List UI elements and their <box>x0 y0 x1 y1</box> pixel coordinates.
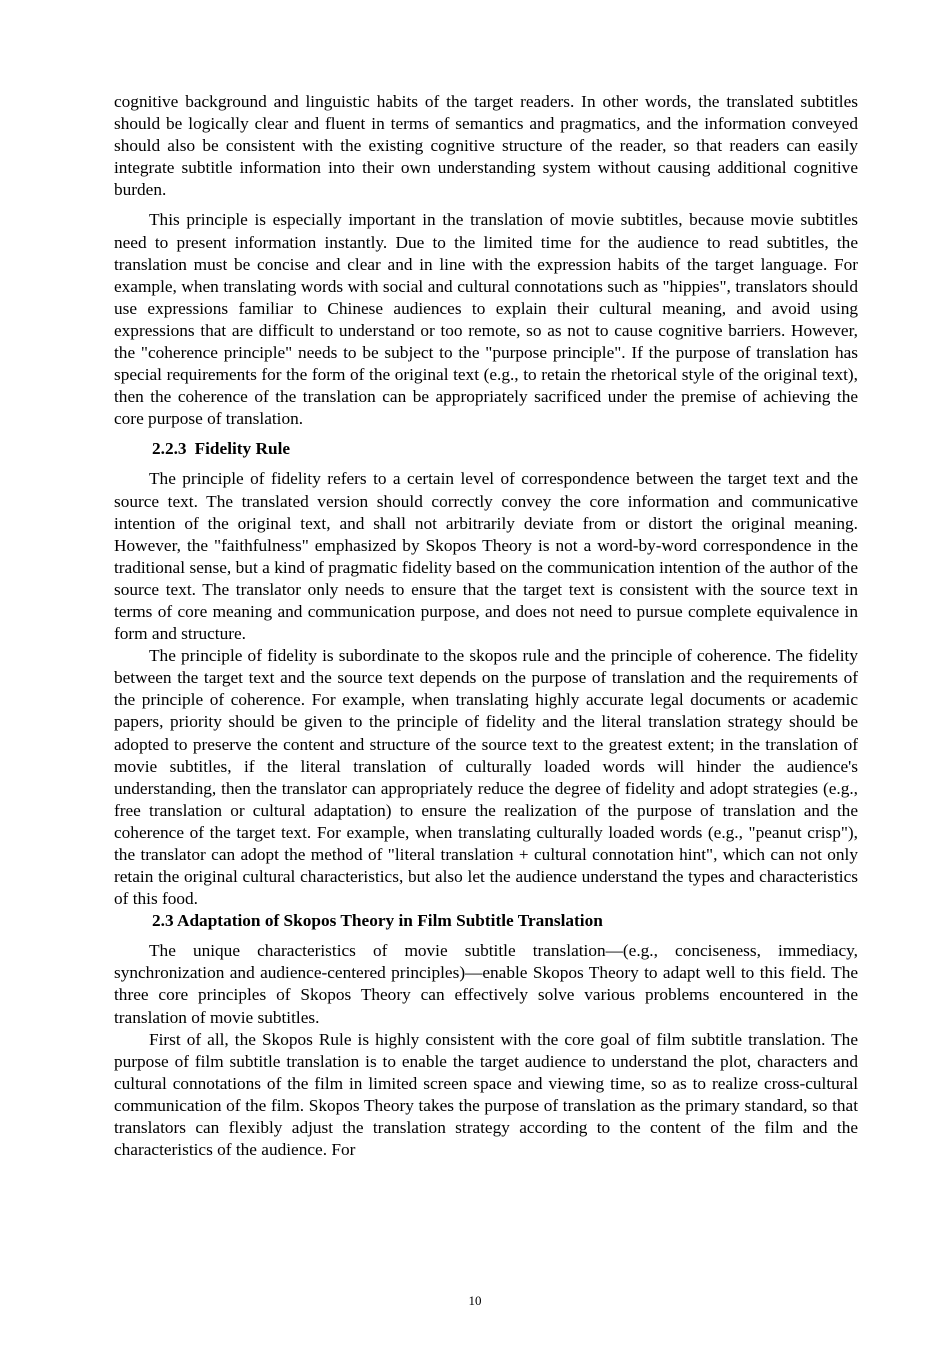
section-heading-adaptation: 2.3 Adaptation of Skopos Theory in Film Subtitle Translation <box>152 911 603 931</box>
paragraph-coherence-continued: cognitive background and linguistic habits of the target readers. In other words, the translated subtitles should be logically clear and fluent in terms of semantics and pragmatics, and the information conveyed should also be consistent with the existing cognitive structure of the reader, so that readers can easily integrate subtitle information into their own understanding system without causing additional cognitive burden. <box>114 92 858 200</box>
section-heading-fidelity-rule <box>114 438 858 460</box>
section-title: Fidelity Rule <box>194 439 291 459</box>
paragraph-skopos-rule: First of all, the Skopos Rule is highly consistent with the core goal of film subtitle translation. The purpose of film subtitle translation is to enable the target audience to understand the plot, characters and cultural connotations of the film in limited screen space and viewing time, so as to realize cross-cultural communication of the film. Skopos Theory takes the purpose of translation as the primary standard, so that translators can flexibly adjust the translation strategy according to the content of the film and the characteristics of the audience. For <box>114 1029 858 1160</box>
paragraph-fidelity-subordinate: The principle of fidelity is subordinate to the skopos rule and the principle of coherence. The fidelity between the target text and the source text depends on the purpose of translation and the requirements of the principle of coherence. For example, when translating highly accurate legal documents or academic papers, priority should be given to the principle of fidelity and the literal translation strategy should be adopted to preserve the content and structure of the source text to the greatest extent; in the translation of movie subtitles, if the literal translation of culturally loaded words will hinder the audience's understanding, then the translator can appropriately reduce the degree of fidelity and adopt strategies (e.g., free translation or cultural adaptation) to ensure the realization of the purpose of translation and the coherence of the target text. For example, when translating culturally loaded words (e.g., "peanut crisp"), the translator can adopt the method of "literal translation + cultural connotation hint", which can not only retain the original cultural characteristics, but also let the audience understand the types and characteristics of this food. <box>114 646 858 909</box>
paragraph-fidelity-definition: The principle of fidelity refers to a certain level of correspondence between the target text and the source text. The translated version should correctly convey the core information and communicative intention of the original text, and shall not arbitrarily deviate from or distort the original meaning. However, the "faithfulness" emphasized by Skopos Theory is not a word-by-word correspondence in the traditional sense, but a kind of pragmatic fidelity based on the communication intention of the author of the source text. The translator only needs to ensure that the target text is consistent with the source text in terms of core meaning and communication purpose, and does not need to pursue complete equivalence in form and structure. <box>114 469 858 644</box>
section-number: 2.2.3 <box>152 439 187 459</box>
document-page <box>114 91 858 1161</box>
page-number: 10 <box>468 1293 482 1308</box>
paragraph-coherence-subtitles: This principle is especially important in the translation of movie subtitles, because movie subtitles need to present information instantly. Due to the limited time for the audience to read subtitles, the translation must be concise and clear and in line with the expression habits of the target language. For example, when translating words with social and cultural connotations such as "hippies", translators should use expressions familiar to Chinese audiences to explain their cultural meaning, and avoid using expressions that are difficult to understand or too remote, so as not to cause cognitive barriers. However, the "coherence principle" needs to be subject to the "purpose principle". If the purpose of translation has special requirements for the form of the original text (e.g., to retain the rhetorical style of the original text), then the coherence of the translation can be appropriately sacrificed under the premise of achieving the core purpose of translation. <box>114 210 858 429</box>
paragraph-adaptation-intro: The unique characteristics of movie subtitle translation—(e.g., conciseness, immediacy, synchronization and audience-centered principles)—enable Skopos Theory to adapt well to this field. The three core principles of Skopos Theory can effectively solve various problems encountered in the translation of movie subtitles. <box>114 941 858 1027</box>
